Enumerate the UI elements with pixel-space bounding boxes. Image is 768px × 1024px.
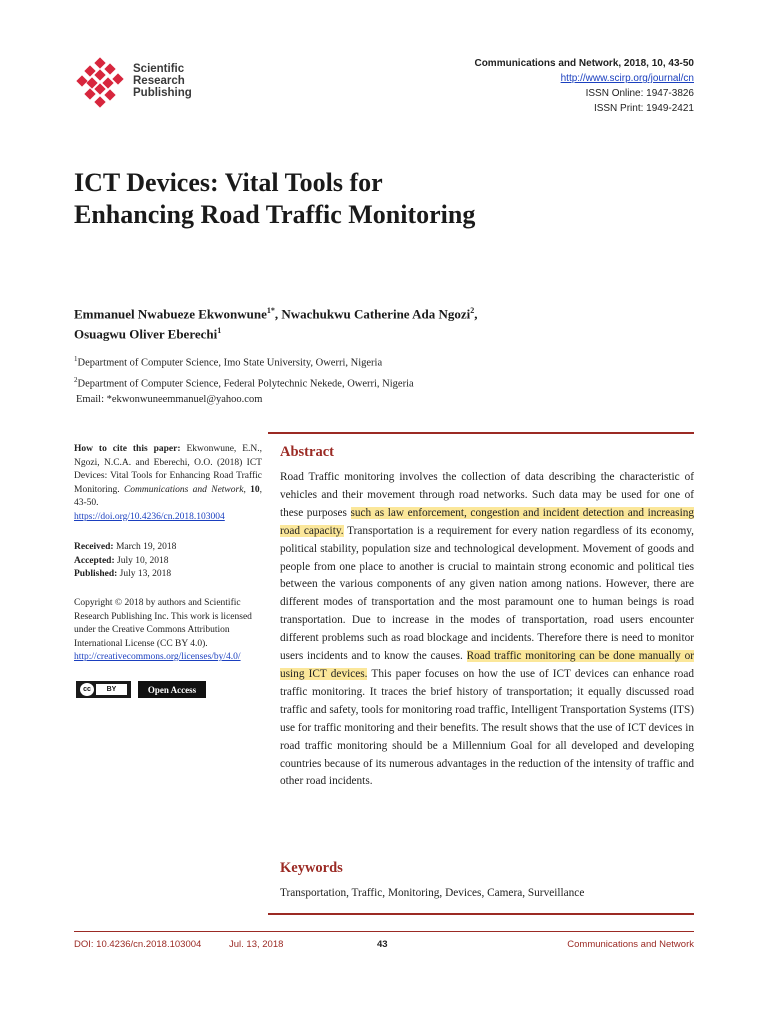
publisher-name (133, 63, 192, 99)
cite-pages: , 43-50. (74, 484, 262, 508)
copyright-notice (74, 597, 266, 665)
cc-by-badge-icon[interactable] (76, 681, 131, 698)
publisher-line: Research (133, 75, 185, 87)
how-to-cite: How to cite this paper: Ekwonwune, E.N., Ngozi, N.C.A. and Eberechi, O.O. (2018) ICT Devices: Vital Tools for Enhancing Road Traffic Monitoring. Communications and Network, 10, 43-50. https://doi.org/10.4236/cn.2018.103004 (74, 444, 263, 522)
abstract-top-rule (268, 432, 694, 434)
cite-journal: Communications and Network (123, 484, 244, 495)
author-name: Osuagwu Oliver Eberechi (74, 326, 218, 342)
affiliations (74, 351, 674, 408)
published-date: July 13, 2018 (119, 569, 172, 579)
affil-text: Department of Computer Science, Imo State University, Owerri, Nigeria (77, 357, 383, 369)
issn-print: ISSN Print: 1949-2421 (593, 103, 694, 114)
journal-url-link[interactable]: http://www.scirp.org/journal/cn (560, 73, 694, 84)
abstract-text-2: Transportation is a requirement for every nation regardless of its economy, political stability, population size and technological development. Movement of goods and people from one place to another is crucial to maintain strong economic and political ties between the various components of any given nation among nations. However, there are different modes of transportation and the most paramount one to human beings is road transportation. Due to increase in the modes of transportation, road users encounter different problems such as road blockage and incidents. Therefore there is need to monitor users incidents and to know the causes. (280, 524, 694, 663)
publisher-line: Scientific (133, 63, 185, 75)
cite-label: How to cite this paper: (74, 444, 181, 454)
abstract-text-3: This paper focuses on how the use of ICT devices can enhance road traffic monitoring. It traces the brief history of transportation; it equally discussed road traffic and safety, tools for monitoring road traffic, Intelligent Transportation Systems (ITS) use for traffic monitoring and their benefits. The result shows that the use of ICT devices in road traffic monitoring should be a Millennium Goal for all developed and developing countries because of its numerous advantages in the reduction of the intensity of traffic and other road incidents. (280, 667, 694, 788)
publisher-logo-icon (76, 57, 130, 111)
cc-by-label: BY (96, 684, 127, 695)
keywords-list: Transportation, Traffic, Monitoring, Devices, Camera, Surveillance (280, 887, 585, 899)
author-name: Nwachukwu Catherine Ada Ngozi (281, 306, 471, 322)
cc-circle: cc (80, 683, 94, 696)
affil-text: Department of Computer Science, Federal Polytechnic Nekede, Owerri, Nigeria (77, 378, 414, 389)
accepted-date: July 10, 2018 (117, 555, 169, 566)
affiliation-2 (74, 372, 674, 393)
journal-info (474, 56, 694, 116)
footer-journal: Communications and Network (567, 939, 694, 950)
affil-mark: 2 (74, 375, 78, 384)
affiliation-1 (74, 351, 674, 372)
footer-rule (74, 931, 694, 932)
doi-link[interactable]: https://doi.org/10.4236/cn.2018.103004 (74, 511, 225, 522)
published-label: Published: (74, 569, 118, 579)
received-date: March 19, 2018 (115, 542, 177, 552)
footer-date: Jul. 13, 2018 (229, 939, 284, 950)
received-label: Received: (74, 542, 114, 552)
publication-dates (74, 541, 262, 582)
accepted-label: Accepted: (74, 555, 115, 566)
author-affil-mark: 2 (470, 306, 475, 315)
open-access-badge: Open Access (138, 681, 206, 698)
author-list: Emmanuel Nwabueze Ekwonwune$^{1*}$, Nwachukwu Catherine Ada Ngozi$^2$, Osuagwu Oliver Eberechi$^1$ (74, 306, 478, 342)
journal-citation: Communications and Network, 2018, 10, 43-50 (474, 58, 694, 69)
keywords-bottom-rule (268, 913, 694, 915)
author-email: Email: *ekwonwuneemmanuel@yahoo.com (76, 394, 263, 405)
affil-mark: 1 (74, 355, 78, 363)
cite-volume: 10 (250, 484, 260, 495)
abstract-text-1: Road Traffic monitoring involves the collection of data describing the characteristic of vehicles and their movement through road networks. Such data may be used for one of these purposes (280, 471, 694, 519)
license-link[interactable]: http://creativecommons.org/licenses/by/4.0/ (74, 652, 241, 662)
footer-doi: DOI: 10.4236/cn.2018.103004 (74, 939, 202, 950)
paper-title: ICT Devices: Vital Tools for Enhancing Road Traffic Monitoring (74, 168, 476, 229)
keywords-heading: Keywords (280, 860, 343, 876)
cite-text: Ekwonwune, E.N., Ngozi, N.C.A. and Eberechi, O.O. (2018) ICT Devices: Vital Tools for Enhancing Road Traffic Monitoring. (74, 444, 263, 495)
abstract-highlight-1: such as law enforcement, congestion and incident detection and increasing road capacity. (280, 506, 695, 537)
author-name: Emmanuel Nwabueze Ekwonwune (74, 306, 267, 322)
abstract-highlight-2: Road traffic monitoring can be done manually or using ICT devices. (280, 650, 694, 680)
publisher-line: Publishing (133, 87, 192, 99)
author-affil-mark: 1 (217, 326, 222, 336)
copyright-text: Copyright © 2018 by authors and Scientific Research Publishing Inc. This work is licensed under the Creative Commons Attribution International License (CC BY 4.0). (74, 598, 252, 649)
page-number: 43 (377, 939, 388, 950)
issn-online: ISSN Online: 1947-3826 (585, 88, 694, 99)
author-affil-mark: 1* (266, 306, 275, 315)
abstract-body (280, 469, 694, 791)
abstract-heading: Abstract (280, 444, 334, 460)
